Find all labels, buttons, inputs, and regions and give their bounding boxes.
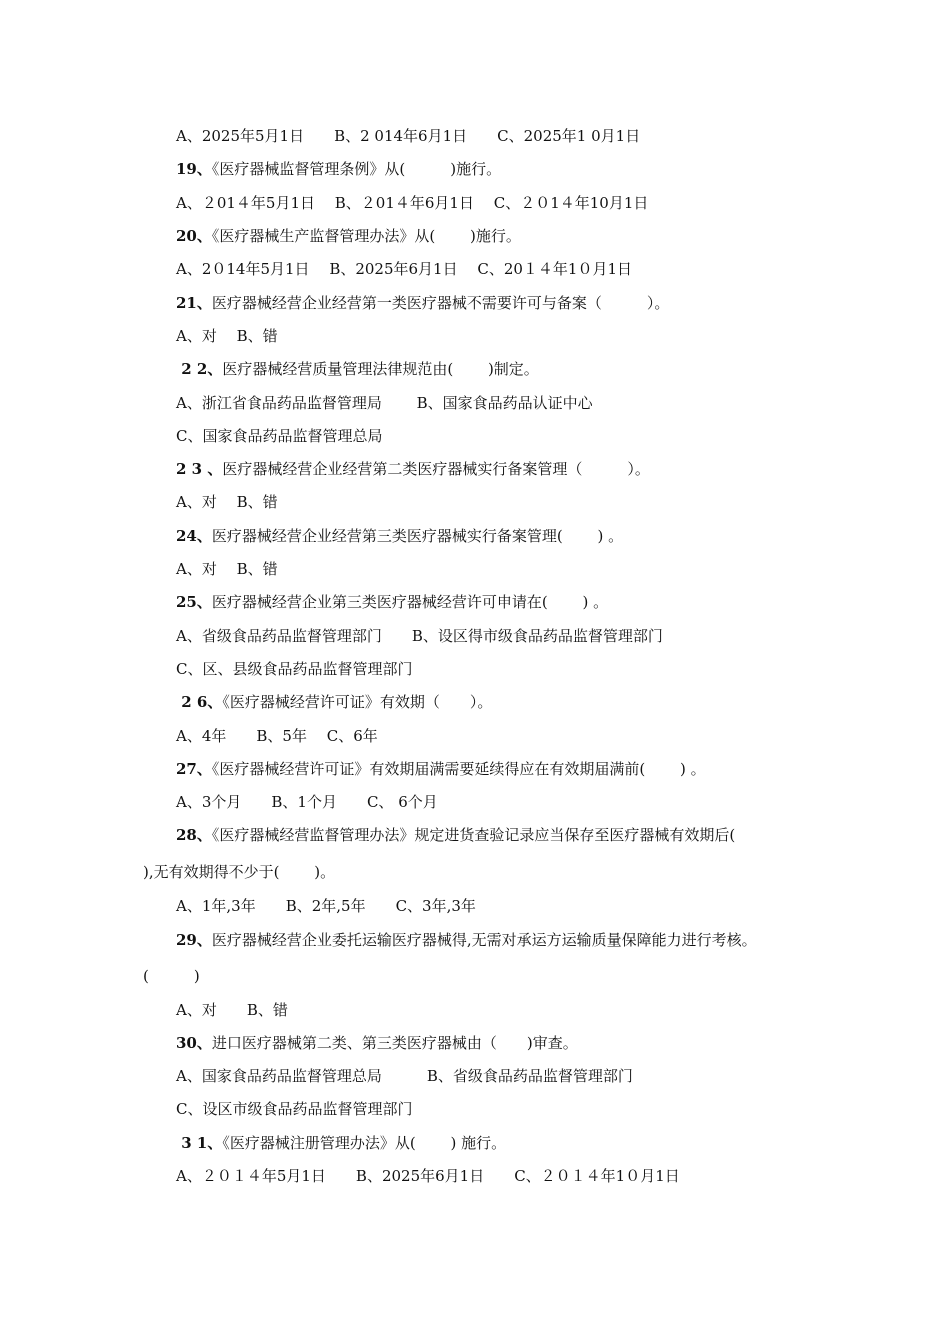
question-number: 3 1、 xyxy=(176,1134,223,1152)
question-number: 2 3 、 xyxy=(176,460,223,478)
question-number: 29、 xyxy=(176,931,212,949)
question-text: 医疗器械经营企业第三类医疗器械经营许可申请在( ) 。 xyxy=(211,593,609,611)
continuation-line: ( ) xyxy=(143,967,200,985)
option-line: A、3个月 B、1个月 C、 6个月 xyxy=(176,793,438,811)
question-number: 20、 xyxy=(176,227,212,245)
question-number: 28、 xyxy=(176,826,212,844)
question-number: 25、 xyxy=(176,593,212,611)
question-text: 《医疗器械监督管理条例》从( )施行。 xyxy=(211,160,502,178)
option-line: A、对 B、错 xyxy=(176,327,278,345)
question-24 xyxy=(176,526,623,546)
question-20 xyxy=(176,226,521,246)
option-line: A、2０14年5月1日 B、2025年6月1日 C、20１４年1０月1日 xyxy=(176,260,633,278)
question-text: 进口医疗器械第二类、第三类医疗器械由（ )审查。 xyxy=(211,1034,578,1052)
option-line: A、对 B、错 xyxy=(176,1001,288,1019)
option-line: C、设区市级食品药品监督管理部门 xyxy=(176,1100,413,1118)
option-line: A、省级食品药品监督管理部门 B、设区得市级食品药品监督管理部门 xyxy=(176,627,663,645)
question-28 xyxy=(176,825,735,845)
option-line: A、4年 B、5年 C、6年 xyxy=(176,727,378,745)
question-text: 《医疗器械经营许可证》有效期届满需要延续得应在有效期届满前( ) 。 xyxy=(211,760,706,778)
question-31 xyxy=(176,1133,506,1153)
question-text: 医疗器械经营企业经营第一类医疗器械不需要许可与备案（ ）。 xyxy=(211,294,670,312)
option-line: C、区、县级食品药品监督管理部门 xyxy=(176,660,413,678)
question-19 xyxy=(176,159,501,179)
question-text: 医疗器械经营企业经营第二类医疗器械实行备案管理（ ）。 xyxy=(222,460,650,478)
option-line: A、国家食品药品监督管理总局 B、省级食品药品监督管理部门 xyxy=(176,1067,633,1085)
question-23 xyxy=(176,459,650,479)
question-text: 医疗器械经营企业经营第三类医疗器械实行备案管理( ) 。 xyxy=(211,527,624,545)
option-line: A、２０１４年5月1日 B、2025年6月1日 C、２０１４年1０月1日 xyxy=(176,1167,680,1185)
question-text: 医疗器械经营企业委托运输医疗器械得,无需对承运方运输质量保障能力进行考核。 xyxy=(211,931,757,949)
question-29 xyxy=(176,930,757,950)
question-text: 《医疗器械经营监督管理办法》规定进货查验记录应当保存至医疗器械有效期后( xyxy=(211,826,736,844)
question-number: 24、 xyxy=(176,527,212,545)
option-line: A、浙江省食品药品监督管理局 B、国家食品药品认证中心 xyxy=(176,394,593,412)
option-line: A、对 B、错 xyxy=(176,493,278,511)
option-line: A、1年,3年 B、2年,5年 C、3年,3年 xyxy=(176,897,476,915)
question-number: 30、 xyxy=(176,1034,212,1052)
question-number: 27、 xyxy=(176,760,212,778)
question-25 xyxy=(176,592,608,612)
question-30 xyxy=(176,1033,578,1053)
question-text: 《医疗器械经营许可证》有效期（ ）。 xyxy=(222,693,493,711)
question-number: 2 2、 xyxy=(176,360,223,378)
question-21 xyxy=(176,293,669,313)
continuation-line: ),无有效期得不少于( )。 xyxy=(143,863,336,881)
option-line: A、２01４年5月1日 B、２01４年6月1日 C、２０1４年10月1日 xyxy=(176,194,649,212)
question-number: 21、 xyxy=(176,294,212,312)
option-line: A、对 B、错 xyxy=(176,560,278,578)
question-text: 《医疗器械注册管理办法》从( ) 施行。 xyxy=(222,1134,507,1152)
question-27 xyxy=(176,759,706,779)
option-line: C、国家食品药品监督管理总局 xyxy=(176,427,383,445)
question-text: 医疗器械经营质量管理法律规范由( )制定。 xyxy=(222,360,539,378)
question-number: 2 6、 xyxy=(176,693,223,711)
question-22 xyxy=(176,359,539,379)
question-text: 《医疗器械生产监督管理办法》从( )施行。 xyxy=(211,227,521,245)
question-26 xyxy=(176,692,492,712)
option-line: A、2025年5月1日 B、2 014年6月1日 C、2025年1 0月1日 xyxy=(176,127,641,145)
question-number: 19、 xyxy=(176,160,212,178)
